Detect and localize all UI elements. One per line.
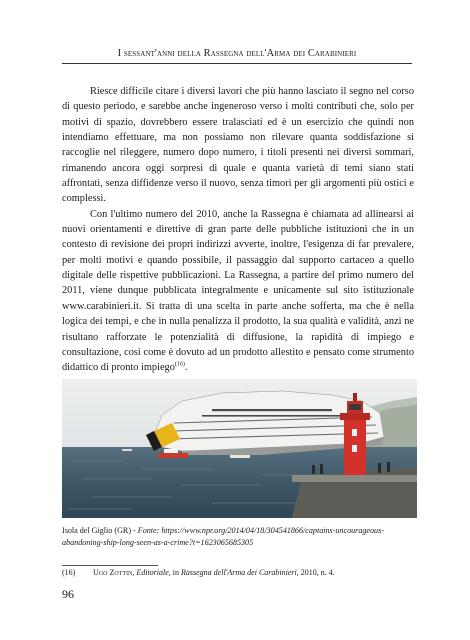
footnote-author: Ugo Zottin, [93,568,135,577]
header-rule [62,63,412,64]
paragraph-2 [62,207,414,376]
paragraph-2-text: Con l'ultimo numero del 2010, anche la Rassegna è chiamata ad allinearsi ai nuovi orientamenti e direttive di gran parte delle pubbliche istituzioni che in un contesto di revisione dei propri indirizzi avverte, inoltre, l'esigenza di far prevalere, per molti motivi e quando possibile, il passaggio dal supporto cartaceo a quello digitale delle rispettive pubblicazioni. La Rassegna, a partire del primo numero del 2011, viene dunque pubblicata integralmente e unicamente sul sito istituzionale www.carabinieri.it. Si tratta di una scelta in parte anche sofferta, ma che è nella logica dei tempi, e che in nulla penalizza il prodotto, la sua qualità e validità, anzi ne risultano rafforzate le potenzialità di diffusione, la rapidità di impiego e consultazione, così come è dovuto ad un prodotto allestito e pensato come strumento didattico di pronto impiego [62,208,414,374]
footnote [62,567,416,579]
paragraph-1: Riesce difficile citare i diversi lavori che più hanno lasciato il segno nel corso di questo periodo, e sarebbe anche ingeneroso verso i molti contributi che, solo per motivi di spazio, dovrebbero essere tralasciati ed è un esercizio che quindi non intendiamo effettuare, ma non possiamo non rilevare quanta soddisfazione si raccoglie nel rileggere, numero dopo numero, i titoli presenti nei diversi sommari, rimanendo ancora oggi sorpresi di quale e quanta varietà di temi siano stati affrontati, senza diffidenze verso il nuovo, senza timori per gli argomenti più ostici e complessi. [62,86,414,205]
footnote-rest: 2010, n. 4. [298,568,335,577]
footnote-title: Editoriale, [136,568,171,577]
footnote-number: (16) [62,568,76,577]
footnote-reference[interactable]: (16) [174,361,185,368]
footnote-rule [62,565,158,566]
footnote-in: in [170,568,182,577]
paragraph-2-end: . [184,362,188,374]
caption-source: Fonte: https://www.npr.org/2014/04/18/304541866/captains-uncourageous-abandoning-ship-long-seen-as-a-crime?t=1623065685305 [62,526,384,548]
photo-costa-concordia [62,379,417,518]
figure-caption [62,525,416,549]
body-text [62,84,414,376]
running-header: I sessant'anni della Rassegna dell'Arma dei Carabinieri [117,48,357,59]
caption-place: Isola del Giglio (GR) - [62,526,138,535]
page-number: 96 [62,587,74,601]
footnote-journal: Rassegna dell'Arma dei Carabinieri, [181,568,299,577]
